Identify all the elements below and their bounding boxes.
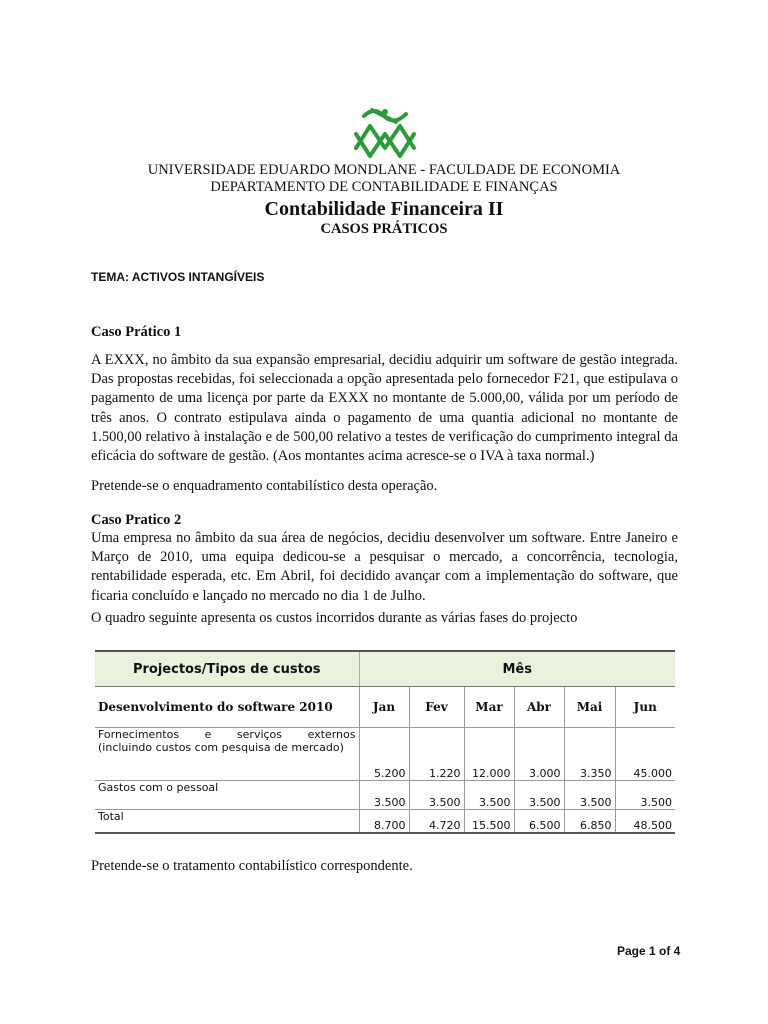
table-cell: 6.500 [514,810,564,834]
month-header: Jun [615,687,675,728]
table-cell: 5.200 [359,728,409,781]
case1-title: Caso Prático 1 [91,324,182,340]
university-name: UNIVERSIDADE EDUARDO MONDLANE - FACULDADE DE ECONOMIA [147,162,621,178]
month-header: Mar [464,687,514,728]
fse-label-word: serviços [236,728,283,741]
table-cell: 15.500 [464,810,514,834]
case2-title: Caso Pratico 2 [91,512,182,528]
case2-text: Uma empresa no âmbito da sua área de negócios, decidiu desenvolver um software. Entre Janeiro e Março de 2010, uma equipa dedicou-se a pesquisar o mercado, a concorrência, tecnologia, rentabilidade esperada, etc. Em Abril, foi decidido avançar com a implementação do software, que ficaria concluído e lançado no mercado no dia 1 de Julho. [91,530,678,604]
table-cell: 8.700 [359,810,409,834]
table-cell: 12.000 [464,728,514,781]
table-cell: 3.000 [514,728,564,781]
fse-label-line2: (incluindo custos com pesquisa de mercado) [98,741,344,754]
case2-table-intro: O quadro seguinte apresenta os custos incorridos durante as várias fases do projecto [91,610,578,626]
page-number: Page 1 of 4 [617,944,681,958]
table-cell: 3.500 [615,781,675,810]
table-cell: 3.500 [464,781,514,810]
fse-label [95,728,359,781]
table-header-left: Projectos/Tipos de custos [95,651,359,687]
page-subtitle: CASOS PRÁTICOS [320,221,448,237]
fse-label-word: Fornecimentos [98,728,180,741]
department-name: DEPARTAMENTO DE CONTABILIDADE E FINANÇAS [210,179,558,195]
table-subheader-row [95,687,675,728]
staff-label: Gastos com o pessoal [95,781,359,810]
course-title: Contabilidade Financeira II [264,198,504,220]
theme-heading: TEMA: ACTIVOS INTANGÍVEIS [91,270,265,284]
table-cell: 45.000 [615,728,675,781]
cost-table [95,650,675,834]
table-cell: 48.500 [615,810,675,834]
case2-question: Pretende-se o tratamento contabilístico correspondente. [91,858,413,874]
month-header: Fev [409,687,464,728]
case1-text: A EXXX, no âmbito da sua expansão empresarial, decidiu adquirir um software de gestão integrada. Das propostas recebidas, foi seleccionada a opção apresentada pelo fornecedor F21, que estipulava o pagamento de uma licença por parte da EXXX no montante de 5.000,00, válida por um período de três anos. O contrato estipulava ainda o pagamento de uma quantia adicional no montante de 1.500,00 relativo à instalação e de 500,00 relativo a testes de verificação do cumprimento integral da eficácia do software de gestão. (Aos montantes acima acresce-se o IVA à taxa normal.) [91,352,678,465]
table-row [95,781,675,810]
table-cell: 3.500 [409,781,464,810]
table-cell: 3.500 [514,781,564,810]
month-header: Jan [359,687,409,728]
fse-label-word: externos [307,728,356,741]
table-cell: 1.220 [409,728,464,781]
table-cell: 3.350 [564,728,615,781]
table-row [95,810,675,834]
table-cell: 6.850 [564,810,615,834]
case1-question: Pretende-se o enquadramento contabilístico desta operação. [91,478,438,494]
month-header: Mai [564,687,615,728]
table-cell: 3.500 [564,781,615,810]
total-label: Total [95,810,359,834]
table-header-right: Mês [359,651,675,687]
table-cell: 3.500 [359,781,409,810]
table-subheader-label: Desenvolvimento do software 2010 [98,700,333,714]
table-row [95,728,675,781]
table-cell: 4.720 [409,810,464,834]
table-header-row [95,651,675,687]
month-header: Abr [514,687,564,728]
fse-label-word: e [204,728,212,741]
university-logo-icon [350,104,420,162]
